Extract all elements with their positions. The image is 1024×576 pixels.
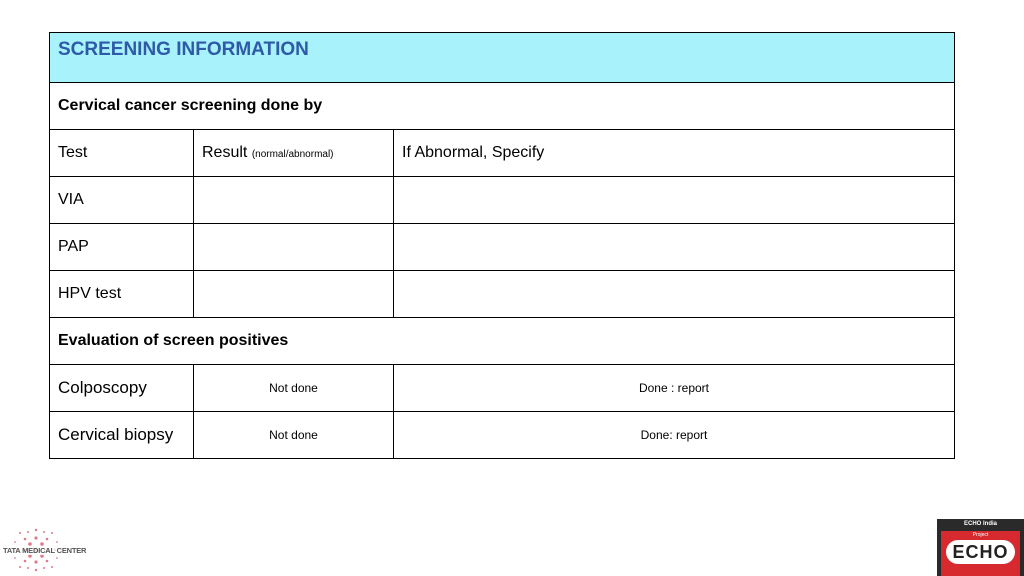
echo-logo-word: ECHO (946, 540, 1015, 564)
table-row (50, 177, 955, 224)
section-title-screening: Cervical cancer screening done by (50, 83, 955, 130)
eval-name-colposcopy: Colposcopy (50, 365, 194, 412)
test-name-hpv: HPV test (50, 271, 194, 318)
option-done-colposcopy[interactable]: Done : report (394, 365, 955, 412)
col-header-specify: If Abnormal, Specify (394, 130, 955, 177)
echo-logo-project-text: Project (972, 532, 989, 538)
option-not-done-colposcopy[interactable]: Not done (194, 365, 394, 412)
section-row (50, 83, 955, 130)
screening-form-table (49, 32, 955, 459)
echo-logo-top-text: ECHO India (963, 521, 997, 527)
specify-field-hpv[interactable] (394, 271, 955, 318)
table-row (50, 271, 955, 318)
col-header-result-note: (normal/abnormal) (251, 149, 334, 160)
col-header-test: Test (50, 130, 194, 177)
header-row (50, 33, 955, 83)
echo-logo (937, 519, 1024, 576)
test-name-pap: PAP (50, 224, 194, 271)
eval-name-biopsy: Cervical biopsy (50, 412, 194, 459)
table-row (50, 412, 955, 459)
table-row (50, 365, 955, 412)
form-title: SCREENING INFORMATION (58, 39, 309, 60)
specify-field-pap[interactable] (394, 224, 955, 271)
tata-logo-text: TATA MEDICAL CENTER (3, 546, 87, 555)
test-name-via: VIA (50, 177, 194, 224)
section-title-evaluation: Evaluation of screen positives (50, 318, 955, 365)
result-field-via[interactable] (194, 177, 394, 224)
col-header-result-label: Result (202, 144, 248, 161)
specify-field-via[interactable] (394, 177, 955, 224)
echo-logo-box (941, 531, 1020, 576)
result-field-hpv[interactable] (194, 271, 394, 318)
header-cell (50, 33, 955, 83)
option-not-done-biopsy[interactable]: Not done (194, 412, 394, 459)
column-header-row (50, 130, 955, 177)
col-header-result (194, 130, 394, 177)
table-row (50, 224, 955, 271)
result-field-pap[interactable] (194, 224, 394, 271)
option-done-biopsy[interactable]: Done: report (394, 412, 955, 459)
section-row (50, 318, 955, 365)
